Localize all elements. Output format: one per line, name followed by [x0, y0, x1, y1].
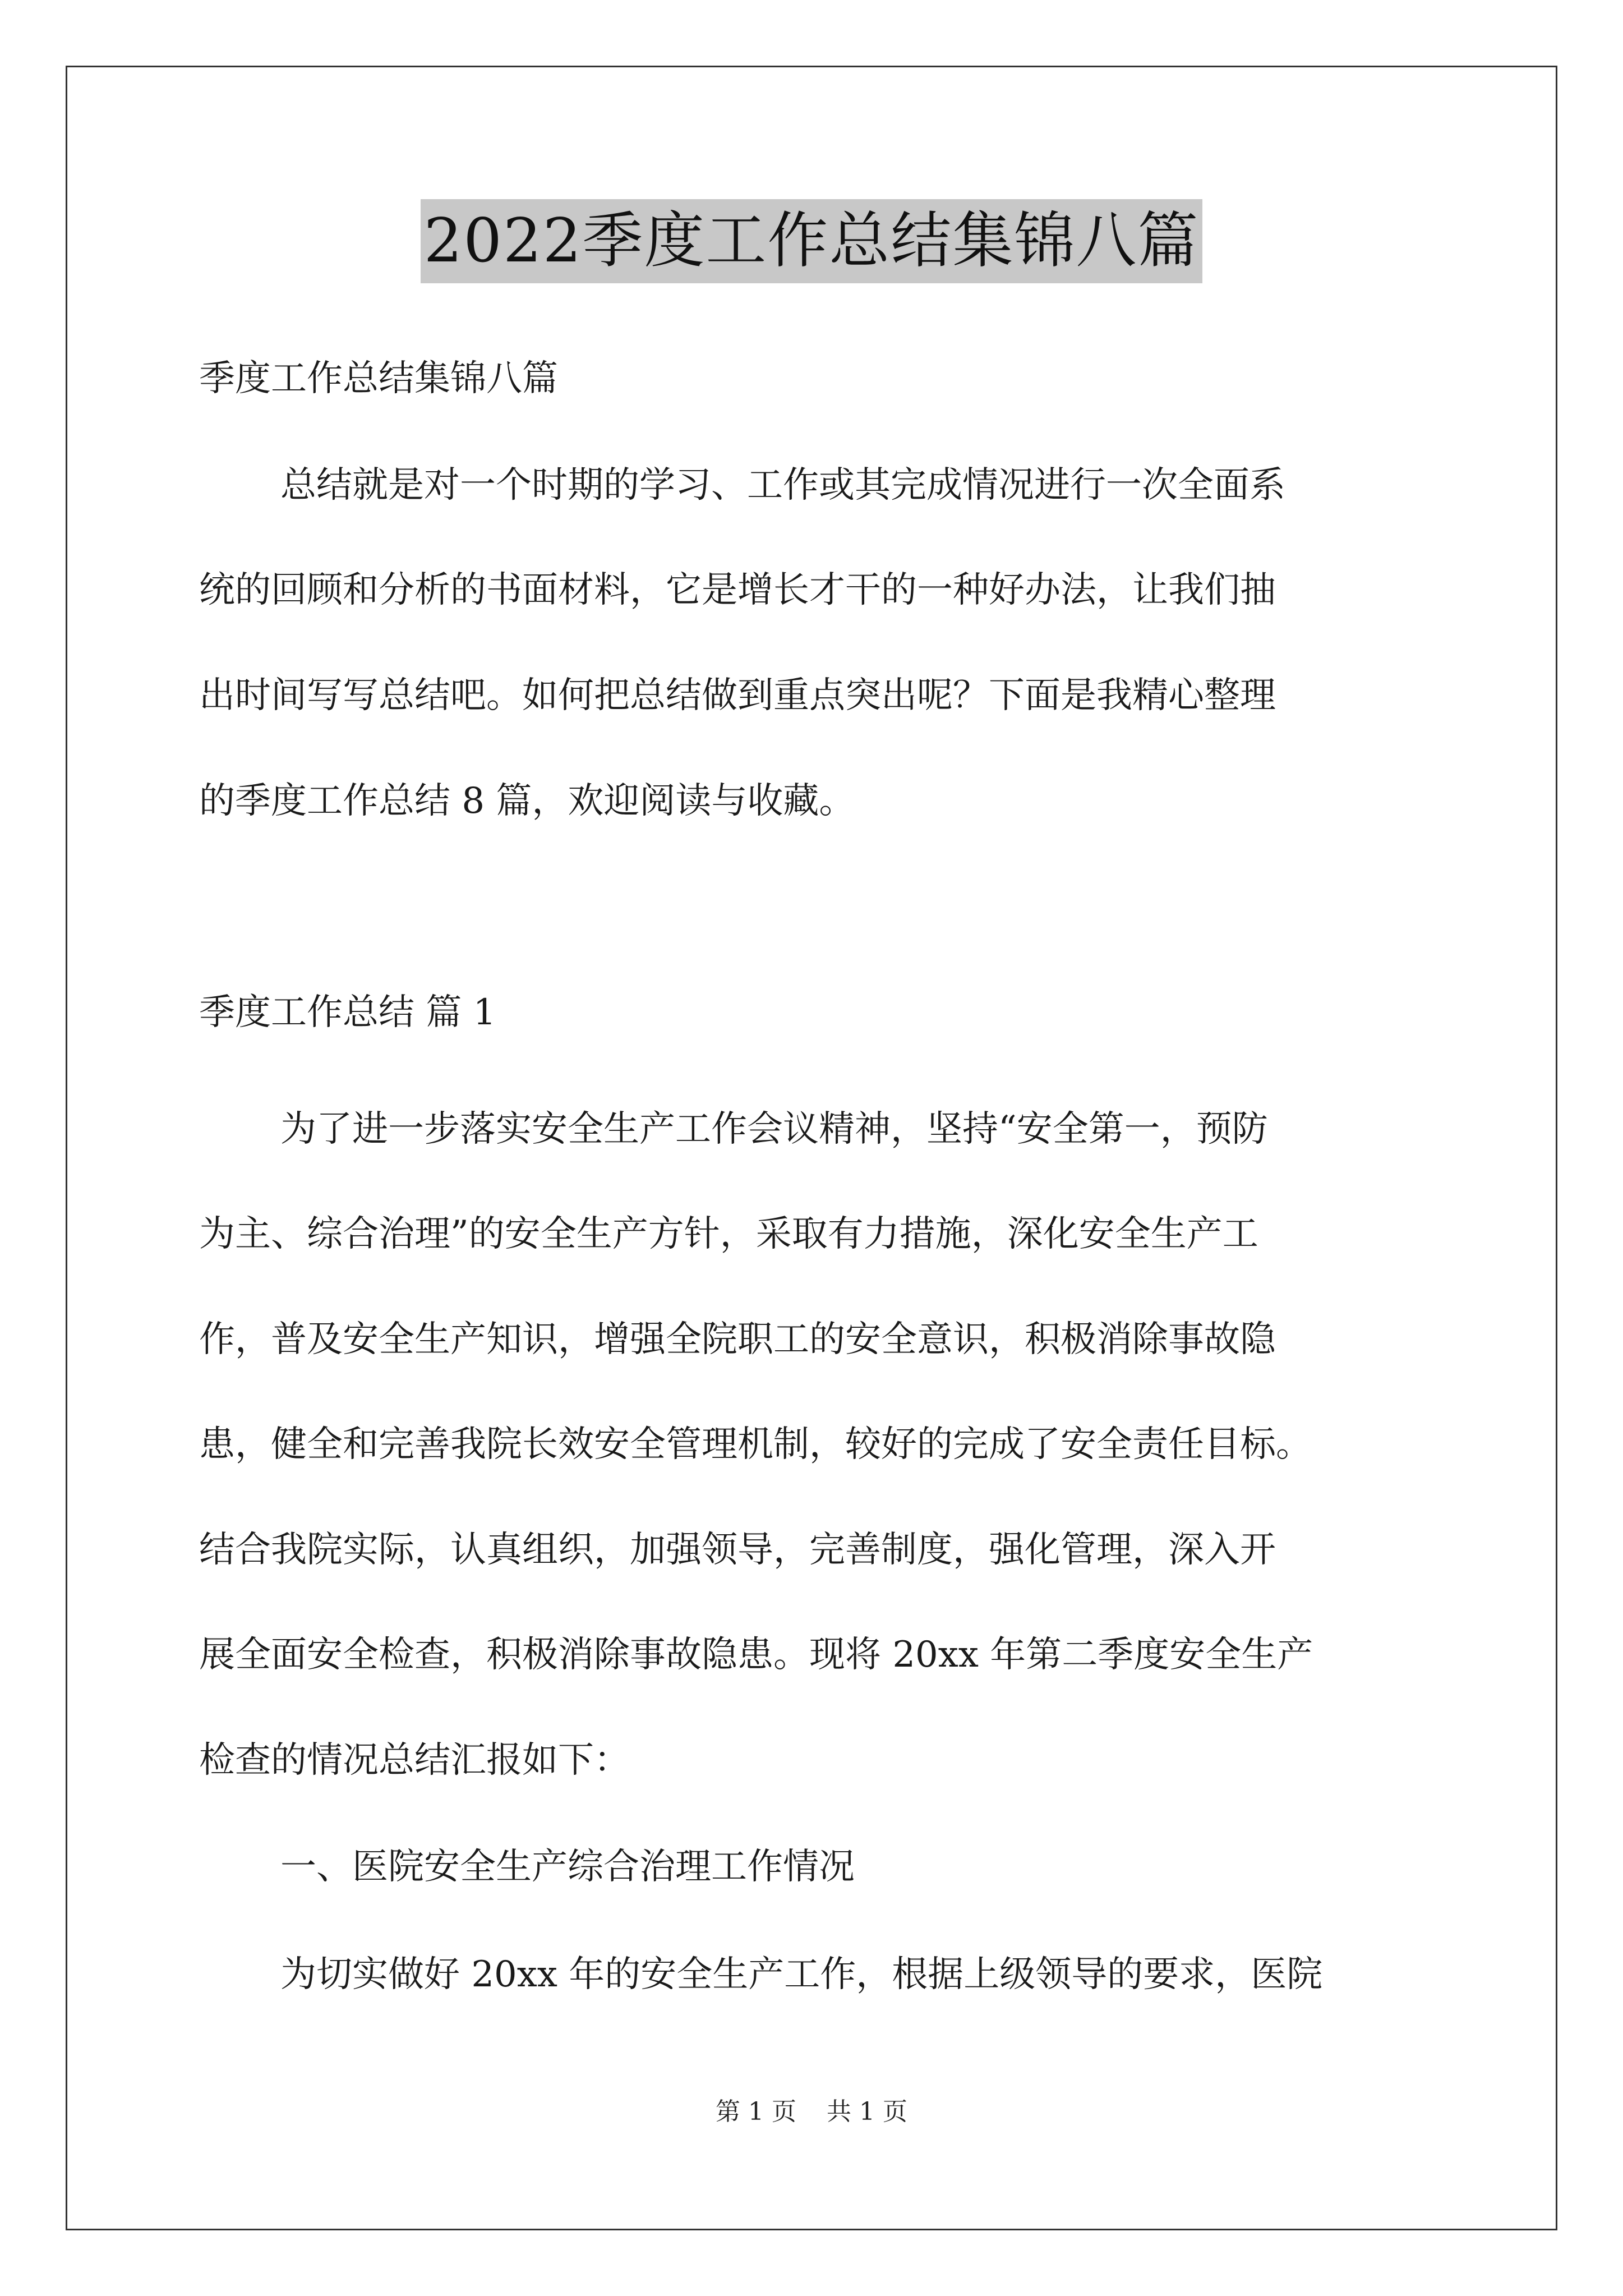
intro-line-1: 总结就是对一个时期的学习、工作或其完成情况进行一次全面系 [280, 464, 1285, 506]
subsection-heading: 一、医院安全生产综合治理工作情况 [280, 1846, 855, 1888]
intro-line-4: 的季度工作总结 8 篇，欢迎阅读与收藏。 [199, 780, 855, 822]
section-line-7: 检查的情况总结汇报如下： [199, 1740, 630, 1781]
title-container [0, 199, 1623, 283]
section-line-5: 结合我院实际，认真组织，加强领导，完善制度，强化管理，深入开 [199, 1529, 1276, 1571]
body-last-line: 为切实做好 20xx 年的安全生产工作，根据上级领导的要求，医院 [280, 1954, 1323, 1995]
section-heading: 季度工作总结 篇 1 [199, 992, 496, 1033]
document-title: 2022季度工作总结集锦八篇 [421, 199, 1203, 283]
intro-line-3: 出时间写写总结吧。如何把总结做到重点突出呢？下面是我精心整理 [199, 675, 1276, 716]
section-line-6: 展全面安全检查，积极消除事故隐患。现将 20xx 年第二季度安全生产 [199, 1634, 1313, 1676]
section-line-2: 为主、综合治理”的安全生产方针，采取有力措施，深化安全生产工 [199, 1213, 1258, 1255]
intro-line-2: 统的回顾和分析的书面材料，它是增长才干的一种好办法，让我们抽 [199, 569, 1276, 611]
section-line-1: 为了进一步落实安全生产工作会议精神，坚持“安全第一，预防 [280, 1108, 1268, 1150]
page-number: 第 1 页 [716, 2097, 796, 2126]
section-line-3: 作，普及安全生产知识，增强全院职工的安全意识，积极消除事故隐 [199, 1319, 1276, 1360]
page-total: 共 1 页 [827, 2097, 907, 2126]
document-subtitle: 季度工作总结集锦八篇 [199, 358, 558, 399]
section-line-4: 患，健全和完善我院长效安全管理机制，较好的完成了安全责任目标。 [199, 1424, 1312, 1465]
page-footer [0, 2091, 1623, 2127]
